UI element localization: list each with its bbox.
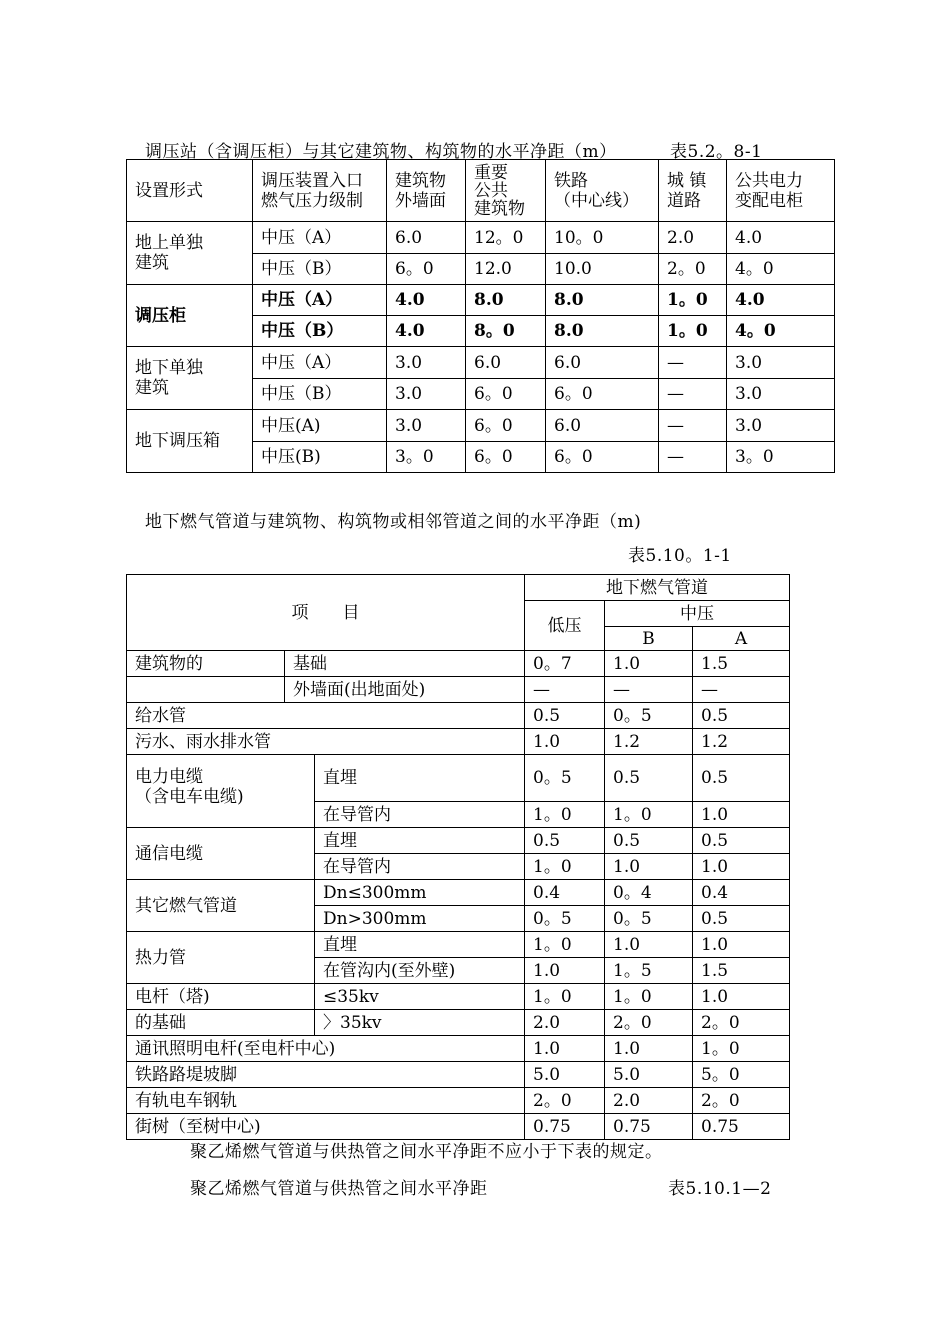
cell: 10。0 (546, 222, 659, 254)
cell: 1.0 (693, 854, 790, 880)
table2-row (127, 1036, 790, 1062)
header-b: B (605, 627, 693, 651)
table2-header-row (127, 575, 790, 601)
cell: 0。5 (605, 906, 693, 932)
table2-caption: 地下燃气管道与建筑物、构筑物或相邻管道之间的水平净距（m) (145, 512, 642, 532)
item-label: 街树（至树中心) (127, 1114, 525, 1140)
table1-row (127, 410, 835, 442)
cell: 1.0 (605, 651, 693, 677)
group-label: 地下调压箱 (127, 410, 253, 473)
note-text: 聚乙烯燃气管道与供热管之间水平净距不应小于下表的规定。 (190, 1142, 663, 1162)
cell: 6.0 (546, 347, 659, 379)
cell: 8.0 (546, 285, 659, 316)
cell: 4.0 (727, 285, 835, 316)
cell: 1.0 (605, 1036, 693, 1062)
table2-number: 表5.10。1-1 (628, 546, 732, 566)
cell: 6。0 (466, 442, 546, 473)
cell: 4.0 (387, 316, 466, 347)
cell: 中压（A） (253, 285, 387, 316)
item-label: 的基础 (127, 1010, 315, 1036)
cell: 中压（B） (253, 379, 387, 410)
cell: 中压（B） (253, 316, 387, 347)
cell: 1。0 (605, 984, 693, 1010)
cell: — (659, 410, 727, 442)
cell: 12。0 (466, 222, 546, 254)
cell: 8。0 (466, 316, 546, 347)
table2-row (127, 703, 790, 729)
cell: 1。5 (605, 958, 693, 984)
cell: 1。0 (525, 984, 605, 1010)
cell: 1.0 (525, 1036, 605, 1062)
cell: 1.2 (693, 729, 790, 755)
table1-number: 表5.2。8-1 (670, 142, 763, 162)
table1-row (127, 347, 835, 379)
group-label: 调压柜 (127, 285, 253, 347)
cell: — (659, 442, 727, 473)
item-label: 电力电缆 （含电车电缆) (127, 755, 315, 828)
header-important: 重要 公共 建筑物 (466, 160, 546, 222)
cell: — (605, 677, 693, 703)
table2-row (127, 984, 790, 1010)
cell: 中压(B) (253, 442, 387, 473)
cell: 2。0 (525, 1088, 605, 1114)
cell: 6.0 (546, 410, 659, 442)
cell: 2。0 (659, 254, 727, 285)
cell: 1.5 (693, 651, 790, 677)
sub-label: 直埋 (315, 932, 525, 958)
item-label: 通信电缆 (127, 828, 315, 880)
table2-row (127, 1062, 790, 1088)
cell: 3.0 (727, 347, 835, 379)
table2 (126, 574, 790, 1140)
cell: — (659, 379, 727, 410)
cell: 2.0 (525, 1010, 605, 1036)
table2-row (127, 932, 790, 958)
header-underground: 地下燃气管道 (525, 575, 790, 601)
sub-label: 直埋 (315, 755, 525, 802)
table1-row (127, 222, 835, 254)
table2-row (127, 828, 790, 854)
sub-label: 外墙面(出地面处) (285, 677, 525, 703)
cell: 0.5 (605, 755, 693, 802)
table2-row (127, 677, 790, 703)
header-a: A (693, 627, 790, 651)
sub-label: ≤35kv (315, 984, 525, 1010)
cell: 0.5 (525, 703, 605, 729)
cell: 1。0 (659, 285, 727, 316)
cell: 3.0 (727, 410, 835, 442)
cell: 1。0 (525, 854, 605, 880)
sub-label: 基础 (285, 651, 525, 677)
cell: 1。0 (525, 802, 605, 828)
cell: 3。0 (387, 442, 466, 473)
cell: 0.5 (693, 755, 790, 802)
cell: 1.5 (693, 958, 790, 984)
header-wall: 建筑物 外墙面 (387, 160, 466, 222)
cell: 1.0 (605, 932, 693, 958)
cell: 1.0 (693, 802, 790, 828)
header-railway: 铁路 （中心线） (546, 160, 659, 222)
cell: 2。0 (605, 1010, 693, 1036)
header-medium: 中压 (605, 601, 790, 627)
table2-row (127, 729, 790, 755)
cell: 0.5 (693, 703, 790, 729)
table1-caption: 调压站（含调压柜）与其它建筑物、构筑物的水平净距（m） (145, 142, 617, 162)
cell: 3.0 (727, 379, 835, 410)
cell: 1.0 (693, 932, 790, 958)
cell: 0.5 (693, 906, 790, 932)
cell: 6.0 (387, 222, 466, 254)
item-label (127, 677, 285, 703)
cell: 1.2 (605, 729, 693, 755)
cell: 1.0 (525, 729, 605, 755)
sub-label: Dn>300mm (315, 906, 525, 932)
cell: 5.0 (525, 1062, 605, 1088)
cell: 6。0 (466, 410, 546, 442)
cell: 2.0 (605, 1088, 693, 1114)
table3-number: 表5.10.1—2 (668, 1179, 772, 1199)
cell: 5.0 (605, 1062, 693, 1088)
cell: 1.0 (525, 958, 605, 984)
cell: 8.0 (466, 285, 546, 316)
cell: 6。0 (546, 442, 659, 473)
table2-row (127, 880, 790, 906)
cell: 0.4 (525, 880, 605, 906)
cell: 6。0 (546, 379, 659, 410)
cell: 0.75 (693, 1114, 790, 1140)
cell: 1。0 (693, 1036, 790, 1062)
sub-label: 在导管内 (315, 854, 525, 880)
table2-row (127, 1010, 790, 1036)
header-item: 项 目 (127, 575, 525, 651)
header-low: 低压 (525, 601, 605, 651)
cell: 1.0 (605, 854, 693, 880)
cell: 1。0 (605, 802, 693, 828)
item-label: 污水、雨水排水管 (127, 729, 525, 755)
table2-row (127, 651, 790, 677)
header-pressure: 调压装置入口 燃气压力级制 (253, 160, 387, 222)
group-label: 地下单独 建筑 (127, 347, 253, 410)
item-label: 其它燃气管道 (127, 880, 315, 932)
cell: 0。5 (525, 755, 605, 802)
table2-row (127, 1088, 790, 1114)
cell: — (693, 677, 790, 703)
item-label: 热力管 (127, 932, 315, 984)
header-form: 设置形式 (127, 160, 253, 222)
cell: 0。5 (525, 906, 605, 932)
table1-header-row (127, 160, 835, 222)
cell: 0.75 (605, 1114, 693, 1140)
cell: 中压（B） (253, 254, 387, 285)
cell: 2。0 (693, 1010, 790, 1036)
sub-label: 在管沟内(至外壁) (315, 958, 525, 984)
cell: 1。0 (659, 316, 727, 347)
cell: 中压(A) (253, 410, 387, 442)
cell: 0.5 (693, 828, 790, 854)
table2-row (127, 755, 790, 802)
cell: 0.75 (525, 1114, 605, 1140)
cell: 0.5 (525, 828, 605, 854)
cell: — (659, 347, 727, 379)
item-label: 建筑物的 (127, 651, 285, 677)
header-road: 城 镇 道路 (659, 160, 727, 222)
item-label: 有轨电车钢轨 (127, 1088, 525, 1114)
item-label: 铁路路堤坡脚 (127, 1062, 525, 1088)
cell: 中压（A） (253, 347, 387, 379)
cell: 6。0 (387, 254, 466, 285)
cell: 12.0 (466, 254, 546, 285)
item-label: 电杆（塔) (127, 984, 315, 1010)
cell: 6。0 (466, 379, 546, 410)
cell: 8.0 (546, 316, 659, 347)
cell: 2.0 (659, 222, 727, 254)
table3-caption: 聚乙烯燃气管道与供热管之间水平净距 (190, 1179, 488, 1199)
cell: 4。0 (727, 254, 835, 285)
item-label: 通讯照明电杆(至电杆中心) (127, 1036, 525, 1062)
cell: 0。5 (605, 703, 693, 729)
cell: 0.5 (605, 828, 693, 854)
cell: 10.0 (546, 254, 659, 285)
cell: 3。0 (727, 442, 835, 473)
cell: 0。4 (605, 880, 693, 906)
cell: 1。0 (525, 932, 605, 958)
cell: 5。0 (693, 1062, 790, 1088)
cell: 3.0 (387, 347, 466, 379)
header-power: 公共电力 变配电柜 (727, 160, 835, 222)
cell: 0.4 (693, 880, 790, 906)
sub-label: Dn≤300mm (315, 880, 525, 906)
cell: 4。0 (727, 316, 835, 347)
item-label: 给水管 (127, 703, 525, 729)
cell: 3.0 (387, 410, 466, 442)
cell: 4.0 (387, 285, 466, 316)
cell: 3.0 (387, 379, 466, 410)
cell: 中压（A） (253, 222, 387, 254)
table1 (126, 159, 835, 473)
sub-label: 在导管内 (315, 802, 525, 828)
sub-label: 直埋 (315, 828, 525, 854)
cell: 0。7 (525, 651, 605, 677)
group-label: 地上单独 建筑 (127, 222, 253, 285)
table2-row (127, 1114, 790, 1140)
cell: — (525, 677, 605, 703)
cell: 4.0 (727, 222, 835, 254)
table1-row (127, 285, 835, 316)
cell: 1.0 (693, 984, 790, 1010)
cell: 6.0 (466, 347, 546, 379)
cell: 2。0 (693, 1088, 790, 1114)
sub-label: 〉35kv (315, 1010, 525, 1036)
